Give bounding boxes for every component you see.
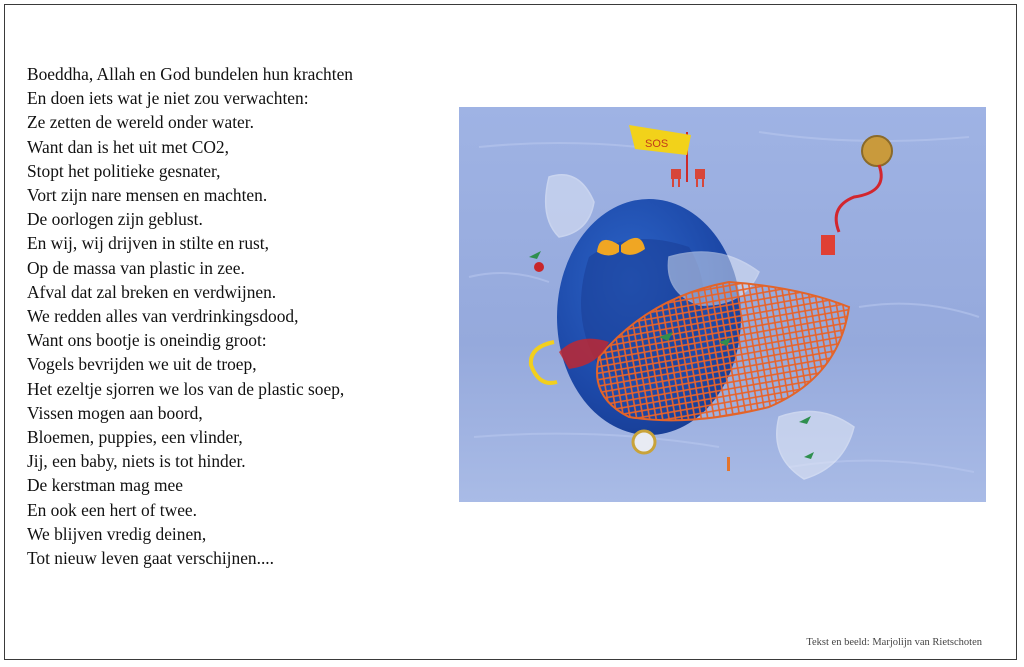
credit-text: Tekst en beeld: Marjolijn van Rietschoten xyxy=(806,637,982,648)
poem-line: Stopt het politieke gesnater, xyxy=(27,160,221,181)
poem-line: En doen iets wat je niet zou verwachten: xyxy=(27,88,309,109)
poem-line: Afval dat zal breken en verdwijnen. xyxy=(27,281,277,302)
poem xyxy=(27,62,353,570)
poem-line: En ook een hert of twee. xyxy=(27,499,197,520)
poem-line: Vogels bevrijden we uit de troep, xyxy=(27,354,257,375)
coin xyxy=(862,136,892,166)
poem-line: De oorlogen zijn geblust. xyxy=(27,209,203,230)
poem-line: Vissen mogen aan boord, xyxy=(27,402,203,423)
poem-line: Vort zijn nare mensen en machten. xyxy=(27,185,268,206)
poem-line: Ze zetten de wereld onder water. xyxy=(27,112,254,133)
poem-line: Op de massa van plastic in zee. xyxy=(27,257,245,278)
poem-line: Want ons bootje is oneindig groot: xyxy=(27,330,267,351)
santa-figure xyxy=(821,235,835,255)
orange-stick xyxy=(727,457,730,471)
poem-line: Het ezeltje sjorren we los van de plastic soep, xyxy=(27,378,345,399)
sos-flag-text: SOS xyxy=(645,138,669,150)
red-figure xyxy=(534,262,544,272)
poem-line: Tot nieuw leven gaat verschijnen.... xyxy=(27,548,275,569)
poem-line: Jij, een baby, niets is tot hinder. xyxy=(27,451,246,472)
poem-line: En wij, wij drijven in stilte en rust, xyxy=(27,233,269,254)
poem-line: De kerstman mag mee xyxy=(27,475,183,496)
poem-line: We redden alles van verdrinkingsdood, xyxy=(27,306,299,327)
artwork-image xyxy=(459,107,986,502)
poem-line: We blijven vredig deinen, xyxy=(27,523,207,544)
poem-line: Bloemen, puppies, een vlinder, xyxy=(27,427,243,448)
poem-line: Want dan is het uit met CO2, xyxy=(27,136,229,157)
small-clock xyxy=(633,431,655,453)
poem-line: Boeddha, Allah en God bundelen hun krachten xyxy=(27,64,353,84)
